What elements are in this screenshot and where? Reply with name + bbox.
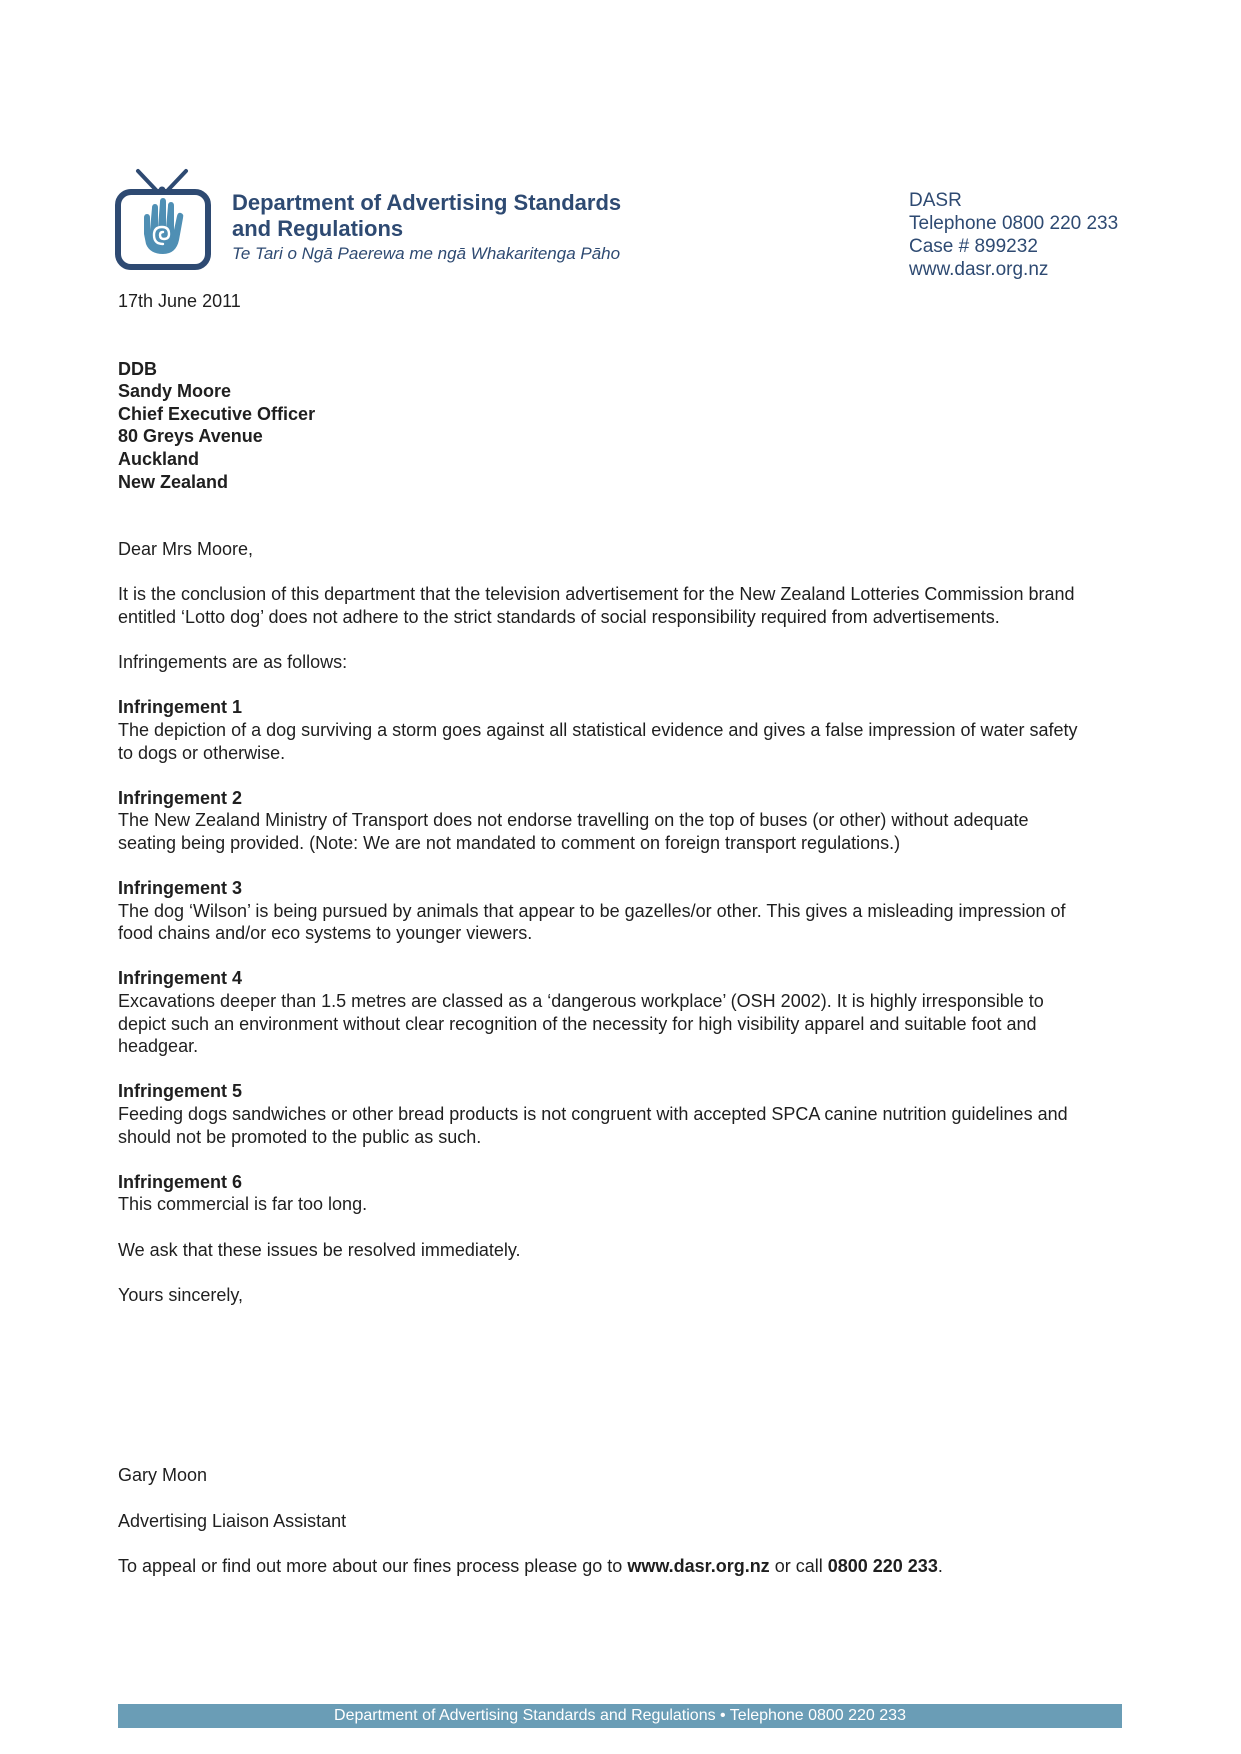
- infringement-item: [118, 1171, 1078, 1216]
- appeal-paragraph: [118, 1555, 1078, 1578]
- footer-bar: [118, 1704, 1122, 1728]
- appeal-website-link[interactable]: www.dasr.org.nz: [627, 1555, 770, 1576]
- appeal-middle: or call: [769, 1555, 828, 1576]
- infringement-item: [118, 877, 1078, 945]
- letter-body: [118, 290, 1078, 1577]
- infringements-intro: Infringements are as follows:: [118, 652, 348, 673]
- infringement-item: [118, 696, 1078, 764]
- tv-hand-spiral-icon: [114, 168, 214, 272]
- organization-name-line2: and Regulations: [232, 216, 404, 241]
- organization-maori-name: Te Tari o Ngā Paerewa me ngā Whakaritenga Pāho: [232, 244, 621, 263]
- organization-header: [232, 190, 621, 266]
- infringement-item: [118, 967, 1078, 1057]
- contact-telephone: Telephone 0800 220 233: [909, 213, 1119, 234]
- contact-case-number: Case # 899232: [909, 236, 1038, 257]
- appeal-prefix: To appeal or find out more about our fines process please go to: [118, 1555, 628, 1576]
- infringement-title: Infringement 6: [118, 1171, 243, 1192]
- infringement-title: Infringement 3: [118, 878, 243, 899]
- appeal-phone: 0800 220 233: [827, 1555, 938, 1576]
- infringement-text: The depiction of a dog surviving a storm goes against all statistical evidence and gives a false impression of water safety to dogs or otherwise.: [118, 719, 1078, 763]
- infringement-text: The New Zealand Ministry of Transport does not endorse travelling on the top of buses (or other) without adequate seating being provided. (Note: We are not mandated to comment on foreign transport regulations.): [118, 810, 1029, 853]
- address-line: New Zealand: [118, 471, 229, 492]
- signoff: Yours sincerely,: [118, 1284, 244, 1305]
- appeal-suffix: .: [937, 1555, 943, 1576]
- footer-text: Department of Advertising Standards and Regulations • Telephone 0800 220 233: [334, 1707, 906, 1724]
- contact-website: www.dasr.org.nz: [909, 259, 1049, 280]
- infringement-title: Infringement 1: [118, 697, 243, 718]
- infringement-text: The dog ‘Wilson’ is being pursued by animals that appear to be gazelles/or other. This gives a misleading impression of food chains and/or eco systems to younger viewers.: [118, 900, 1066, 944]
- infringement-text: Feeding dogs sandwiches or other bread products is not congruent with accepted SPCA canine nutrition guidelines and should not be promoted to the public as such.: [118, 1104, 1068, 1147]
- signatory-name: Gary Moon: [118, 1465, 208, 1486]
- infringement-text: Excavations deeper than 1.5 metres are classed as a ‘dangerous workplace’ (OSH 2002). It is highly irresponsible to depict such an environment without clear recognition of the necessity for high visibility apparel and suitable foot and headgear.: [118, 991, 1044, 1057]
- address-line: Sandy Moore: [118, 381, 232, 402]
- intro-paragraph: It is the conclusion of this department that the television advertisement for the New Zealand Lotteries Commission brand entitled ‘Lotto dog’ does not adhere to the strict standards of social responsibility required from advertisements.: [118, 584, 1075, 627]
- request-paragraph: We ask that these issues be resolved immediately.: [118, 1239, 521, 1260]
- infringement-title: Infringement 5: [118, 1081, 243, 1102]
- letter-date: 17th June 2011: [118, 291, 241, 311]
- infringement-title: Infringement 2: [118, 787, 243, 808]
- contact-block: [909, 189, 1118, 281]
- infringement-item: [118, 787, 1078, 855]
- infringement-item: [118, 1080, 1078, 1148]
- address-line: 80 Greys Avenue: [118, 426, 263, 447]
- address-line: Chief Executive Officer: [118, 403, 316, 424]
- recipient-address: [118, 358, 1078, 494]
- salutation: Dear Mrs Moore,: [118, 539, 254, 560]
- organization-name-line1: Department of Advertising Standards: [232, 190, 622, 215]
- contact-name: DASR: [909, 190, 962, 211]
- infringement-text: This commercial is far too long.: [118, 1194, 368, 1215]
- address-line: Auckland: [118, 448, 200, 469]
- signatory-title: Advertising Liaison Assistant: [118, 1510, 347, 1531]
- address-line: DDB: [118, 358, 157, 379]
- infringement-title: Infringement 4: [118, 968, 243, 989]
